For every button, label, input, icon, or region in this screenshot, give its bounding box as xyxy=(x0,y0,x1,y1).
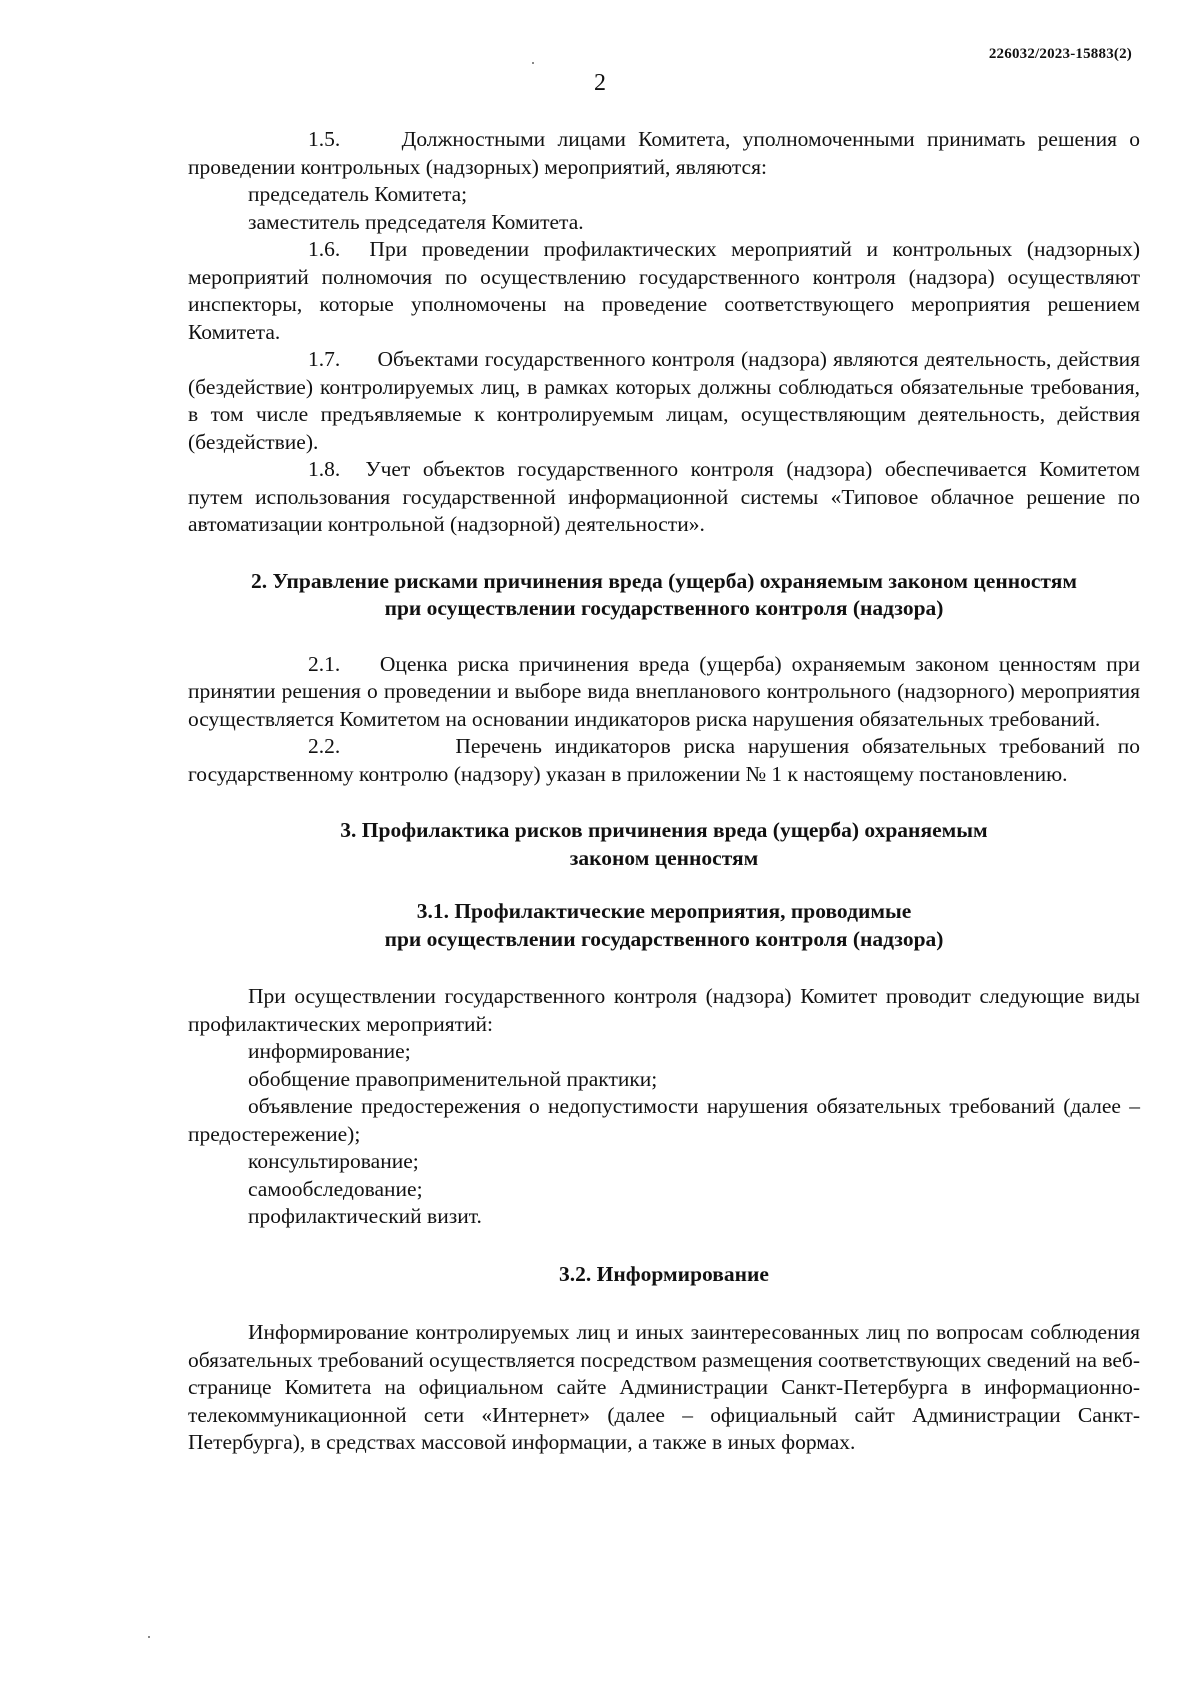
paragraph-1-5 xyxy=(188,126,1140,181)
paragraph-number: 1.8. xyxy=(308,457,341,481)
heading-line: 2. Управление рисками причинения вреда (ущерба) охраняемым законом ценностям xyxy=(251,568,1077,593)
heading-line: 3. Профилактика рисков причинения вреда (ущерба) охраняемым xyxy=(340,818,988,842)
section-2-heading xyxy=(188,568,1140,623)
paragraph-number: 1.6. xyxy=(308,237,341,261)
paragraph-text: Должностными лицами Комитета, уполномоченными принимать решения о проведении контрольных (надзорных) мероприятий, являются: xyxy=(188,127,1140,179)
scan-speck xyxy=(532,62,534,64)
list-item: объявление предостережения о недопустимости нарушения обязательных требований (далее – предостережение); xyxy=(188,1094,1140,1146)
heading-line: при осуществлении государственного контроля (надзора) xyxy=(384,596,944,620)
paragraph-text: Объектами государственного контроля (надзора) являются деятельность, действия (бездействие) контролируемых лиц, в рамках которых должны соблюдаться обязательные требования, в том числе предъявляемые к контролируемым лицам, осуществляющим деятельность, действия (бездействие). xyxy=(188,347,1140,454)
paragraph-2-1 xyxy=(188,651,1140,734)
paragraph-3-1-intro: При осуществлении государственного контроля (надзора) Комитет проводит следующие виды профилактических мероприятий: xyxy=(188,984,1140,1036)
paragraph-number: 1.7. xyxy=(308,347,341,371)
section-3-heading xyxy=(188,817,1140,872)
list-item: самообследование; xyxy=(248,1176,423,1201)
paragraph-text: Учет объектов государственного контроля (надзора) обеспечивается Комитетом путем использования государственной информационной системы «Типовое облачное решение по автоматизации контрольной (надзорной) деятельности». xyxy=(188,457,1141,536)
document-body xyxy=(188,126,1140,1457)
paragraph-1-6 xyxy=(188,236,1140,346)
page-number: 2 xyxy=(594,70,606,96)
paragraph-1-8 xyxy=(188,456,1140,539)
paragraph-1-7 xyxy=(188,346,1140,456)
heading-line: 3.1. Профилактические мероприятия, проводимые xyxy=(416,899,912,923)
list-item: председатель Комитета; xyxy=(248,182,468,206)
scan-speck xyxy=(148,1636,150,1638)
list-item: обобщение правоприменительной практики; xyxy=(248,1066,658,1091)
list-item: информирование; xyxy=(248,1039,411,1063)
list-item: профилактический визит. xyxy=(248,1204,482,1228)
list-item: заместитель председателя Комитета. xyxy=(248,209,584,234)
paragraph-number: 1.5. xyxy=(308,127,341,151)
paragraph-2-2 xyxy=(188,733,1140,788)
paragraph-text: Перечень индикаторов риска нарушения обязательных требований по государственному контролю (надзору) указан в приложении № 1 к настоящему постановлению. xyxy=(188,734,1140,786)
heading-line: законом ценностям xyxy=(569,845,759,870)
subsection-3-1-heading xyxy=(188,898,1140,953)
subsection-3-2-heading: 3.2. Информирование xyxy=(559,1261,769,1286)
paragraph-3-2: Информирование контролируемых лиц и иных заинтересованных лиц по вопросам соблюдения обязательных требований осуществляется посредством размещения соответствующих сведений на веб-странице Комитета на официальном сайте Администрации Санкт-Петербурга в информационно-телекоммуникационной сети «Интернет» (далее – официальный сайт Администрации Санкт-Петербурга), в средствах массовой информации, а также в иных формах. xyxy=(188,1320,1140,1454)
document-registration-number: 226032/2023-15883(2) xyxy=(988,46,1132,62)
paragraph-number: 2.1. xyxy=(308,651,341,676)
heading-line: при осуществлении государственного контроля (надзора) xyxy=(384,926,944,951)
paragraph-number: 2.2. xyxy=(308,734,341,758)
list-item: консультирование; xyxy=(248,1149,419,1173)
paragraph-text: При проведении профилактических мероприятий и контрольных (надзорных) мероприятий полномочия по осуществлению государственного контроля (надзора) осуществляют инспекторы, которые уполномочены на проведение соответствующего мероприятия решением Комитета. xyxy=(188,237,1140,344)
paragraph-text: Оценка риска причинения вреда (ущерба) охраняемым законом ценностям при принятии решения о проведении и выборе вида внепланового контрольного (надзорного) мероприятия осуществляется Комитетом на основании индикаторов риска нарушения обязательных требований. xyxy=(188,651,1140,731)
